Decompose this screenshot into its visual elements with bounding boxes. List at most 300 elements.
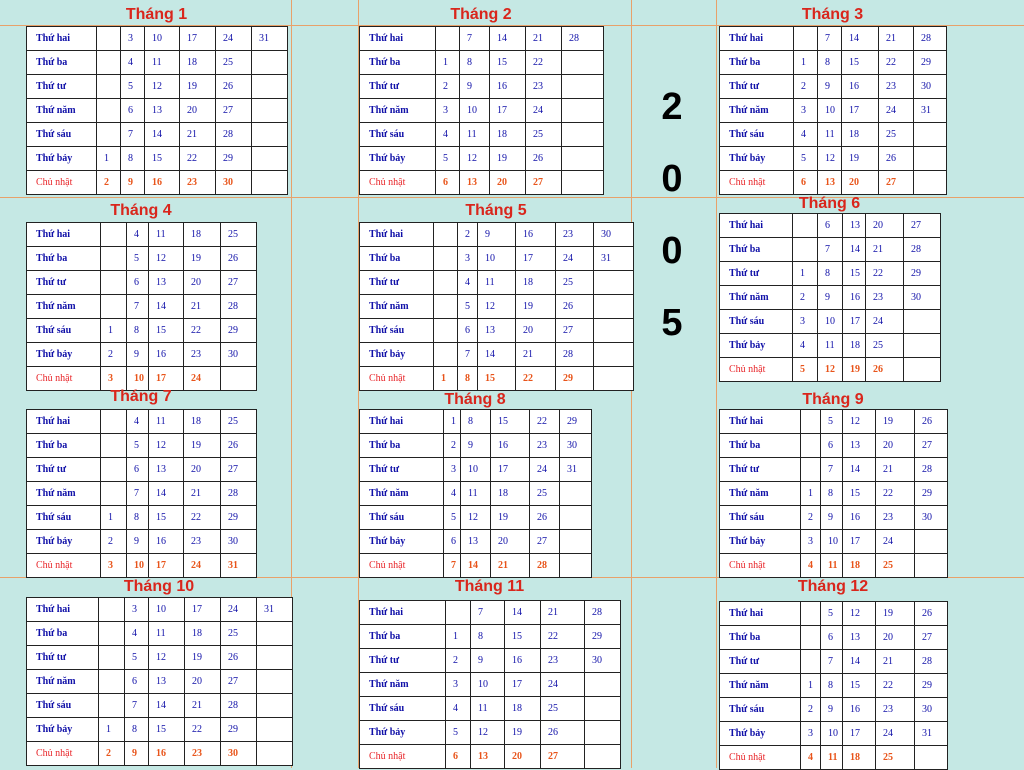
day-cell: 14	[478, 343, 516, 367]
day-cell: 20	[516, 319, 556, 343]
weekday-label: Thứ sáu	[720, 123, 794, 147]
day-cell: 6	[821, 434, 843, 458]
weekday-label: Thứ năm	[720, 482, 801, 506]
day-cell: 11	[149, 410, 184, 434]
day-cell	[101, 482, 127, 506]
day-cell: 5	[821, 602, 843, 626]
day-cell: 27	[915, 626, 948, 650]
day-cell: 17	[180, 27, 216, 51]
day-cell: 10	[461, 458, 491, 482]
day-cell: 9	[461, 434, 491, 458]
day-cell: 8	[127, 319, 149, 343]
weekday-row	[27, 742, 293, 766]
day-cell: 15	[149, 718, 185, 742]
weekday-label: Thứ hai	[720, 410, 801, 434]
weekday-row	[720, 458, 948, 482]
day-cell: 18	[491, 482, 530, 506]
day-cell: 12	[818, 147, 842, 171]
day-cell: 21	[491, 554, 530, 578]
day-cell: 15	[505, 625, 541, 649]
weekday-label: Thứ hai	[720, 214, 793, 238]
day-cell: 27	[221, 458, 257, 482]
day-cell	[434, 319, 458, 343]
day-cell: 14	[843, 650, 876, 674]
day-cell	[101, 271, 127, 295]
day-cell: 2	[101, 530, 127, 554]
day-cell: 29	[221, 319, 257, 343]
day-cell: 4	[125, 622, 149, 646]
day-cell: 29	[915, 674, 948, 698]
day-cell: 15	[149, 506, 184, 530]
day-cell: 28	[562, 27, 604, 51]
day-cell: 8	[125, 718, 149, 742]
day-cell: 27	[216, 99, 252, 123]
day-cell	[562, 51, 604, 75]
weekday-label: Thứ sáu	[360, 697, 446, 721]
day-cell: 16	[149, 742, 185, 766]
day-cell	[801, 434, 821, 458]
day-cell: 8	[818, 262, 843, 286]
day-cell: 19	[180, 75, 216, 99]
day-cell: 3	[436, 99, 460, 123]
day-cell: 10	[145, 27, 180, 51]
day-cell: 5	[821, 410, 843, 434]
day-cell: 7	[127, 295, 149, 319]
day-cell: 15	[843, 674, 876, 698]
day-cell: 22	[184, 506, 221, 530]
day-cell	[801, 458, 821, 482]
day-cell	[97, 75, 121, 99]
day-cell	[446, 601, 471, 625]
weekday-row	[360, 458, 592, 482]
day-cell: 10	[818, 310, 843, 334]
day-cell: 18	[516, 271, 556, 295]
day-cell: 23	[879, 75, 914, 99]
day-cell: 8	[461, 410, 491, 434]
weekday-label: Thứ bảy	[27, 718, 99, 742]
day-cell: 29	[221, 718, 257, 742]
month-title: Tháng 5	[465, 202, 527, 219]
month-title: Tháng 2	[450, 6, 512, 23]
month-title: Tháng 11	[454, 578, 525, 595]
day-cell: 29	[585, 625, 621, 649]
weekday-row	[720, 482, 948, 506]
weekday-label: Thứ năm	[27, 670, 99, 694]
weekday-row	[360, 434, 592, 458]
weekday-label: Chủ nhật	[720, 358, 793, 382]
day-cell: 5	[793, 358, 818, 382]
day-cell: 18	[184, 410, 221, 434]
weekday-label: Thứ ba	[360, 247, 434, 271]
day-cell	[252, 123, 288, 147]
day-cell	[915, 554, 948, 578]
day-cell	[562, 123, 604, 147]
day-cell: 14	[149, 694, 185, 718]
weekday-label: Thứ năm	[360, 482, 444, 506]
weekday-label: Thứ hai	[27, 598, 99, 622]
day-cell	[101, 247, 127, 271]
weekday-row	[27, 718, 293, 742]
day-cell: 22	[541, 625, 585, 649]
day-cell: 30	[221, 742, 257, 766]
weekday-label: Thứ tư	[27, 458, 101, 482]
day-cell: 5	[458, 295, 478, 319]
day-cell: 16	[149, 530, 184, 554]
weekday-label: Thứ ba	[27, 622, 99, 646]
month-table	[26, 222, 257, 391]
day-cell	[97, 51, 121, 75]
day-cell	[801, 650, 821, 674]
weekday-label: Thứ bảy	[360, 147, 436, 171]
day-cell	[436, 27, 460, 51]
day-cell: 21	[180, 123, 216, 147]
weekday-row	[360, 721, 621, 745]
day-cell: 15	[842, 51, 879, 75]
day-cell: 2	[801, 698, 821, 722]
day-cell: 19	[843, 358, 866, 382]
day-cell: 25	[530, 482, 560, 506]
day-cell: 23	[526, 75, 562, 99]
day-cell: 14	[842, 27, 879, 51]
day-cell: 30	[216, 171, 252, 195]
day-cell: 28	[221, 694, 257, 718]
day-cell: 20	[180, 99, 216, 123]
day-cell: 13	[460, 171, 490, 195]
day-cell: 22	[180, 147, 216, 171]
day-cell: 17	[842, 99, 879, 123]
day-cell: 17	[490, 99, 526, 123]
day-cell: 31	[221, 554, 257, 578]
day-cell: 14	[461, 554, 491, 578]
day-cell	[252, 171, 288, 195]
weekday-row	[720, 75, 947, 99]
day-cell: 28	[915, 458, 948, 482]
day-cell: 26	[221, 434, 257, 458]
weekday-label: Thứ bảy	[27, 343, 101, 367]
weekday-row	[360, 99, 604, 123]
day-cell: 28	[585, 601, 621, 625]
day-cell: 12	[843, 410, 876, 434]
day-cell: 5	[121, 75, 145, 99]
day-cell: 5	[446, 721, 471, 745]
day-cell: 27	[530, 530, 560, 554]
weekday-row	[27, 99, 288, 123]
month-table	[359, 600, 621, 769]
day-cell: 24	[866, 310, 904, 334]
day-cell: 24	[221, 598, 257, 622]
weekday-label: Thứ năm	[720, 674, 801, 698]
day-cell: 23	[866, 286, 904, 310]
day-cell: 1	[101, 506, 127, 530]
day-cell	[801, 626, 821, 650]
month-title: Tháng 8	[444, 391, 506, 408]
day-cell	[594, 295, 634, 319]
day-cell: 8	[460, 51, 490, 75]
day-cell: 6	[125, 670, 149, 694]
day-cell	[252, 99, 288, 123]
day-cell: 8	[127, 506, 149, 530]
weekday-label: Thứ tư	[360, 271, 434, 295]
day-cell: 13	[149, 458, 184, 482]
day-cell	[257, 670, 293, 694]
weekday-label: Thứ sáu	[27, 694, 99, 718]
day-cell: 14	[843, 238, 866, 262]
day-cell: 28	[915, 650, 948, 674]
day-cell: 24	[526, 99, 562, 123]
day-cell: 31	[560, 458, 592, 482]
day-cell: 7	[127, 482, 149, 506]
day-cell: 1	[446, 625, 471, 649]
weekday-label: Thứ năm	[360, 673, 446, 697]
day-cell: 6	[127, 271, 149, 295]
day-cell: 23	[530, 434, 560, 458]
day-cell: 3	[793, 310, 818, 334]
day-cell: 9	[818, 286, 843, 310]
day-cell: 4	[801, 554, 821, 578]
day-cell	[560, 554, 592, 578]
month-table	[719, 213, 941, 382]
day-cell: 2	[101, 343, 127, 367]
day-cell: 25	[216, 51, 252, 75]
day-cell	[915, 530, 948, 554]
day-cell	[97, 99, 121, 123]
day-cell: 5	[127, 247, 149, 271]
day-cell: 6	[446, 745, 471, 769]
day-cell: 3	[444, 458, 461, 482]
day-cell	[562, 171, 604, 195]
day-cell: 30	[560, 434, 592, 458]
day-cell	[904, 310, 941, 334]
weekday-row	[360, 147, 604, 171]
day-cell: 5	[794, 147, 818, 171]
day-cell: 11	[821, 554, 843, 578]
day-cell: 22	[184, 319, 221, 343]
month-table	[359, 409, 592, 578]
day-cell: 3	[121, 27, 145, 51]
day-cell: 14	[490, 27, 526, 51]
day-cell: 14	[149, 482, 184, 506]
weekday-row	[27, 458, 257, 482]
weekday-row	[27, 670, 293, 694]
day-cell	[99, 670, 125, 694]
day-cell: 16	[516, 223, 556, 247]
day-cell: 1	[794, 51, 818, 75]
day-cell: 25	[221, 622, 257, 646]
day-cell: 25	[879, 123, 914, 147]
weekday-row	[27, 343, 257, 367]
day-cell: 10	[818, 99, 842, 123]
day-cell: 18	[184, 223, 221, 247]
day-cell: 7	[121, 123, 145, 147]
day-cell: 17	[185, 598, 221, 622]
weekday-row	[360, 295, 634, 319]
weekday-row	[27, 223, 257, 247]
weekday-label: Thứ hai	[360, 27, 436, 51]
day-cell	[252, 51, 288, 75]
day-cell	[585, 673, 621, 697]
day-cell: 30	[585, 649, 621, 673]
day-cell: 28	[221, 482, 257, 506]
weekday-label: Thứ bảy	[360, 343, 434, 367]
weekday-row	[720, 310, 941, 334]
day-cell: 14	[149, 295, 184, 319]
day-cell	[101, 458, 127, 482]
day-cell: 25	[541, 697, 585, 721]
day-cell: 26	[915, 602, 948, 626]
day-cell	[585, 721, 621, 745]
weekday-label: Thứ tư	[27, 646, 99, 670]
day-cell: 9	[127, 530, 149, 554]
day-cell: 8	[458, 367, 478, 391]
day-cell: 12	[460, 147, 490, 171]
day-cell: 24	[184, 367, 221, 391]
weekday-label: Thứ bảy	[27, 530, 101, 554]
day-cell: 21	[526, 27, 562, 51]
day-cell: 27	[556, 319, 594, 343]
day-cell: 9	[821, 698, 843, 722]
day-cell: 12	[461, 506, 491, 530]
weekday-label: Thứ sáu	[360, 123, 436, 147]
day-cell: 24	[216, 27, 252, 51]
weekday-row	[720, 602, 948, 626]
weekday-label: Thứ năm	[720, 286, 793, 310]
weekday-label: Thứ hai	[27, 410, 101, 434]
day-cell	[252, 147, 288, 171]
day-cell: 25	[876, 554, 915, 578]
weekday-row	[360, 625, 621, 649]
day-cell: 17	[843, 310, 866, 334]
day-cell: 30	[915, 506, 948, 530]
month-title: Tháng 6	[798, 195, 861, 212]
weekday-label: Thứ tư	[360, 458, 444, 482]
day-cell	[101, 434, 127, 458]
day-cell: 12	[818, 358, 843, 382]
day-cell: 2	[444, 434, 461, 458]
day-cell: 13	[818, 171, 842, 195]
day-cell: 12	[145, 75, 180, 99]
day-cell: 12	[471, 721, 505, 745]
weekday-row	[720, 334, 941, 358]
day-cell	[257, 742, 293, 766]
day-cell: 29	[556, 367, 594, 391]
day-cell: 18	[180, 51, 216, 75]
day-cell: 21	[866, 238, 904, 262]
weekday-row	[720, 214, 941, 238]
weekday-label: Thứ bảy	[360, 721, 446, 745]
weekday-row	[360, 673, 621, 697]
day-cell	[801, 410, 821, 434]
day-cell	[794, 27, 818, 51]
weekday-row	[720, 674, 948, 698]
day-cell	[562, 147, 604, 171]
day-cell	[101, 410, 127, 434]
day-cell: 21	[876, 458, 915, 482]
day-cell: 7	[471, 601, 505, 625]
month-title: Tháng 3	[801, 6, 864, 23]
day-cell: 22	[530, 410, 560, 434]
day-cell: 9	[121, 171, 145, 195]
day-cell: 19	[516, 295, 556, 319]
day-cell: 26	[879, 147, 914, 171]
day-cell: 26	[866, 358, 904, 382]
day-cell: 31	[914, 99, 947, 123]
weekday-row	[360, 482, 592, 506]
weekday-row	[27, 51, 288, 75]
day-cell: 21	[516, 343, 556, 367]
divider-line	[716, 0, 717, 768]
day-cell: 30	[594, 223, 634, 247]
weekday-label: Thứ sáu	[720, 310, 793, 334]
day-cell	[97, 27, 121, 51]
day-cell: 9	[821, 506, 843, 530]
day-cell: 10	[478, 247, 516, 271]
day-cell: 20	[490, 171, 526, 195]
day-cell: 27	[541, 745, 585, 769]
day-cell: 4	[127, 410, 149, 434]
weekday-label: Chủ nhật	[720, 171, 794, 195]
weekday-row	[27, 319, 257, 343]
weekday-label: Thứ tư	[360, 649, 446, 673]
day-cell	[801, 602, 821, 626]
day-cell: 16	[505, 649, 541, 673]
day-cell: 31	[594, 247, 634, 271]
day-cell: 19	[876, 410, 915, 434]
day-cell: 19	[876, 602, 915, 626]
month-title: Tháng 12	[797, 578, 869, 595]
day-cell: 3	[101, 554, 127, 578]
weekday-label: Thứ hai	[27, 223, 101, 247]
day-cell: 6	[436, 171, 460, 195]
weekday-row	[360, 410, 592, 434]
day-cell: 15	[843, 262, 866, 286]
day-cell: 25	[221, 410, 257, 434]
day-cell: 28	[914, 27, 947, 51]
weekday-row	[360, 601, 621, 625]
day-cell: 30	[221, 343, 257, 367]
weekday-row	[360, 271, 634, 295]
day-cell: 9	[471, 649, 505, 673]
day-cell: 4	[436, 123, 460, 147]
day-cell: 8	[818, 51, 842, 75]
day-cell: 22	[876, 482, 915, 506]
day-cell: 22	[526, 51, 562, 75]
day-cell: 23	[541, 649, 585, 673]
day-cell	[793, 214, 818, 238]
weekday-label: Thứ ba	[720, 238, 793, 262]
month-table	[359, 222, 634, 391]
day-cell: 13	[145, 99, 180, 123]
weekday-label: Thứ sáu	[27, 123, 97, 147]
day-cell: 18	[843, 554, 876, 578]
day-cell: 6	[818, 214, 843, 238]
weekday-row	[720, 650, 948, 674]
weekday-label: Thứ sáu	[27, 506, 101, 530]
day-cell: 25	[556, 271, 594, 295]
day-cell: 29	[914, 51, 947, 75]
weekday-label: Chủ nhật	[720, 746, 801, 770]
weekday-label: Thứ năm	[27, 295, 101, 319]
day-cell: 27	[526, 171, 562, 195]
day-cell: 2	[458, 223, 478, 247]
day-cell: 4	[794, 123, 818, 147]
month-table	[359, 26, 604, 195]
weekday-row	[360, 745, 621, 769]
day-cell: 17	[491, 458, 530, 482]
weekday-label: Thứ bảy	[720, 147, 794, 171]
weekday-label: Chủ nhật	[27, 554, 101, 578]
day-cell: 2	[97, 171, 121, 195]
weekday-label: Thứ ba	[27, 51, 97, 75]
